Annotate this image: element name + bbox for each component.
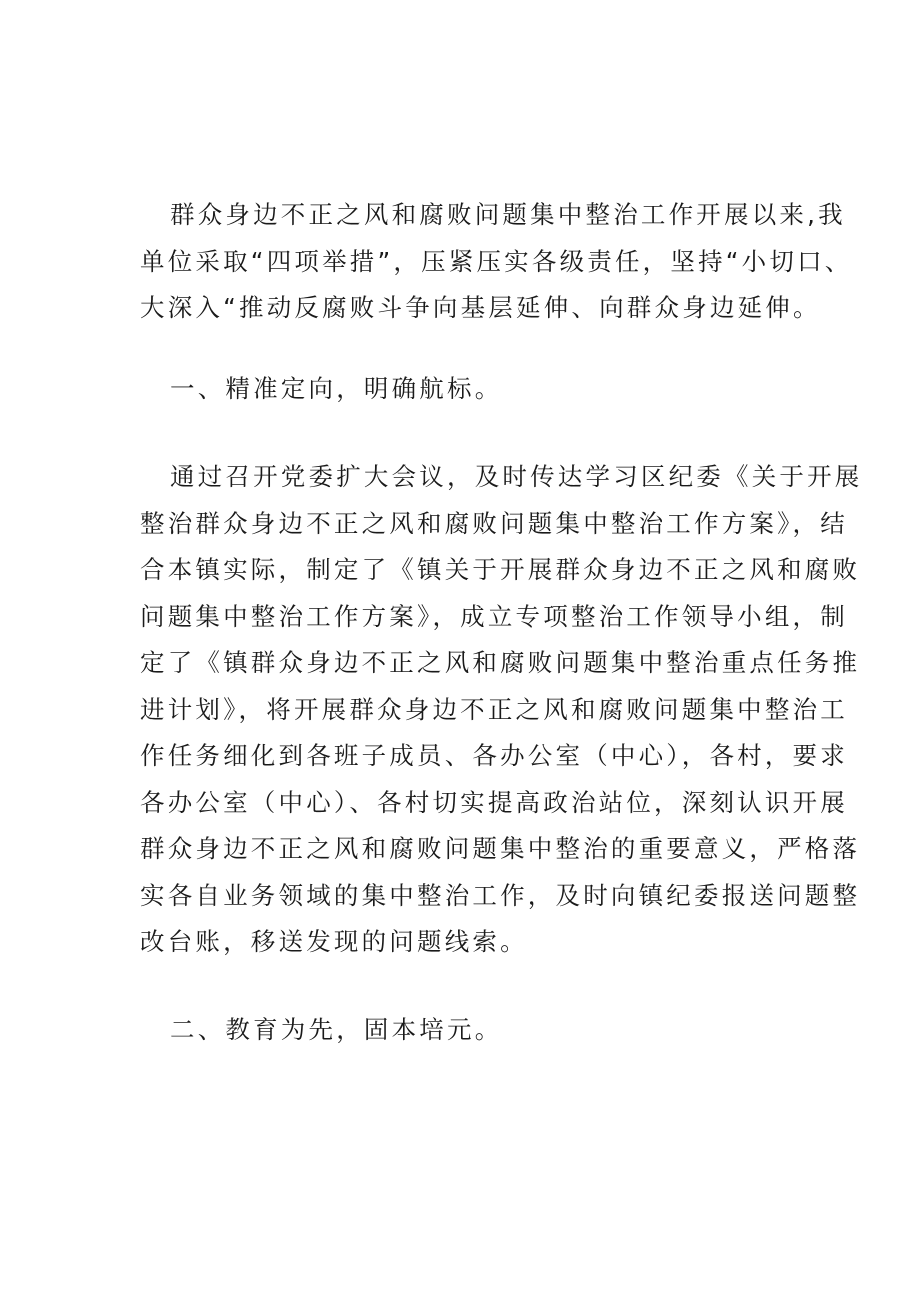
- paragraph-line: 单位采取“四项举措”，压紧压实各级责任，坚持“小切口、: [140, 247, 853, 276]
- paragraph-line: 通过召开党委扩大会议，及时传达学习区纪委《关于开展: [170, 462, 863, 491]
- paragraph-line: 群众身边不正之风和腐败问题集中整治的重要意义，严格落: [140, 834, 861, 863]
- paragraph-line: 大深入“推动反腐败斗争向基层延伸、向群众身边延伸。: [140, 293, 821, 322]
- section-heading-2: 二、教育为先，固本培元。: [170, 1015, 503, 1044]
- section-heading-1: 一、精准定向，明确航标。: [170, 374, 503, 403]
- paragraph-line: 群众身边不正之风和腐败问题集中整治工作开展以来,我: [170, 200, 846, 229]
- paragraph-line: 合本镇实际，制定了《镇关于开展群众身边不正之风和腐败: [140, 555, 861, 584]
- paragraph-line: 实各自业务领域的集中整治工作，及时向镇纪委报送问题整: [140, 881, 861, 910]
- paragraph-line: 作任务细化到各班子成员、各办公室（中心），各村，要求: [140, 741, 848, 770]
- paragraph-line: 改台账，移送发现的问题线索。: [140, 927, 528, 956]
- paragraph-line: 整治群众身边不正之风和腐败问题集中整治工作方案》，结: [140, 509, 848, 538]
- paragraph-line: 进计划》，将开展群众身边不正之风和腐败问题集中整治工: [140, 695, 848, 724]
- paragraph-line: 定了《镇群众身边不正之风和腐败问题集中整治重点任务推: [140, 648, 861, 677]
- paragraph-line: 各办公室（中心）、各村切实提高政治站位，深刻认识开展: [140, 788, 848, 817]
- paragraph-line: 问题集中整治工作方案》，成立专项整治工作领导小组，制: [140, 602, 848, 631]
